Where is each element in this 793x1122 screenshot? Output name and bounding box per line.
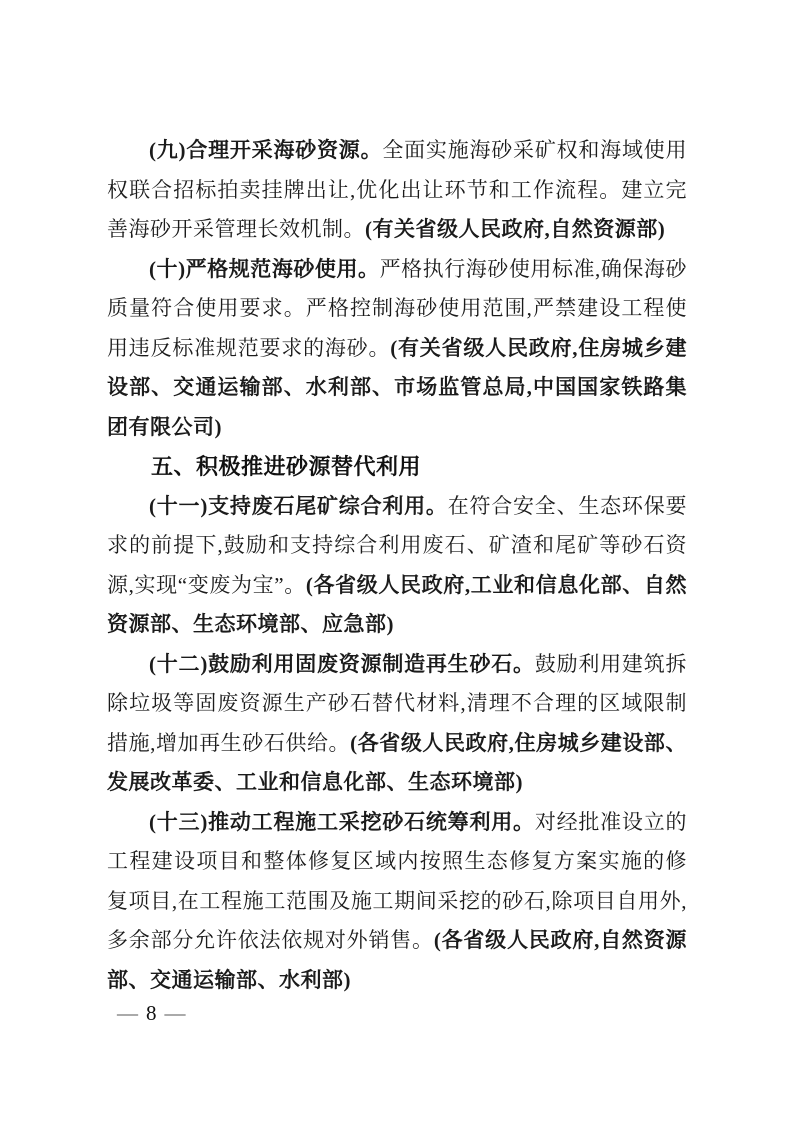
paragraph-lead: (九)合理开采海砂资源。 [149,138,383,162]
paragraph-body: 严格执行海砂使用标准,确保海砂质量符合使用要求。严格控制海砂使用范围,严禁建设工程使用违反标准规范要求的海砂。 [107,256,687,360]
footer-dash-right: — [164,1001,186,1025]
paragraph-body: 全面实施海砂采矿权和海域使用权联合招标拍卖挂牌出让,优化出让环节和工作流程。建立完善海砂开采管理长效机制。 [107,138,687,241]
paragraph-lead: (十二)鼓励利用固废资源制造再生砂石。 [149,651,535,676]
paragraph-item-13 [107,803,687,1001]
page-number: 8 [146,1001,157,1025]
paragraph-item-10 [107,250,687,448]
paragraph-tail: (各省级人民政府,住房城乡建设部、发展改革委、工业和信息化部、生态环境部) [107,730,687,794]
paragraph-lead: (十三)推动工程施工采挖砂石统筹利用。 [149,809,535,834]
paragraph-tail: (有关省级人民政府,住房城乡建设部、交通运输部、水利部、市场监管总局,中国国家铁路集团有限公司) [107,335,687,439]
paragraph-tail: (有关省级人民政府,自然资源部) [365,217,666,241]
paragraph-tail: (各省级人民政府,工业和信息化部、自然资源部、生态环境部、应急部) [107,572,687,636]
page-footer [117,1001,186,1025]
paragraph-item-12 [107,645,687,803]
document-content [107,131,687,1000]
paragraph-lead: (十一)支持废石尾矿综合利用。 [149,493,448,518]
footer-dash-left: — [117,1001,138,1025]
paragraph-body: 鼓励利用建筑拆除垃圾等固废资源生产砂石替代材料,清理不合理的区域限制措施,增加再生砂石供给。 [107,651,687,755]
paragraph-body: 对经批准设立的工程建设项目和整体修复区域内按照生态修复方案实施的修复项目,在工程施工范围及施工期间采挖的砂石,除项目自用外,多余部分允许依法依规对外销售。 [107,809,687,952]
paragraph-item-11 [107,487,687,645]
paragraph-tail: (各省级人民政府,自然资源部、交通运输部、水利部) [107,928,687,992]
section-heading-5: 五、积极推进砂源替代利用 [151,454,422,479]
paragraph-lead: (十)严格规范海砂使用。 [149,256,380,281]
paragraph-item-9 [107,131,687,250]
paragraph-body: 在符合安全、生态环保要求的前提下,鼓励和支持综合利用废石、矿渣和尾矿等砂石资源,实现“变废为宝”。 [107,493,687,597]
